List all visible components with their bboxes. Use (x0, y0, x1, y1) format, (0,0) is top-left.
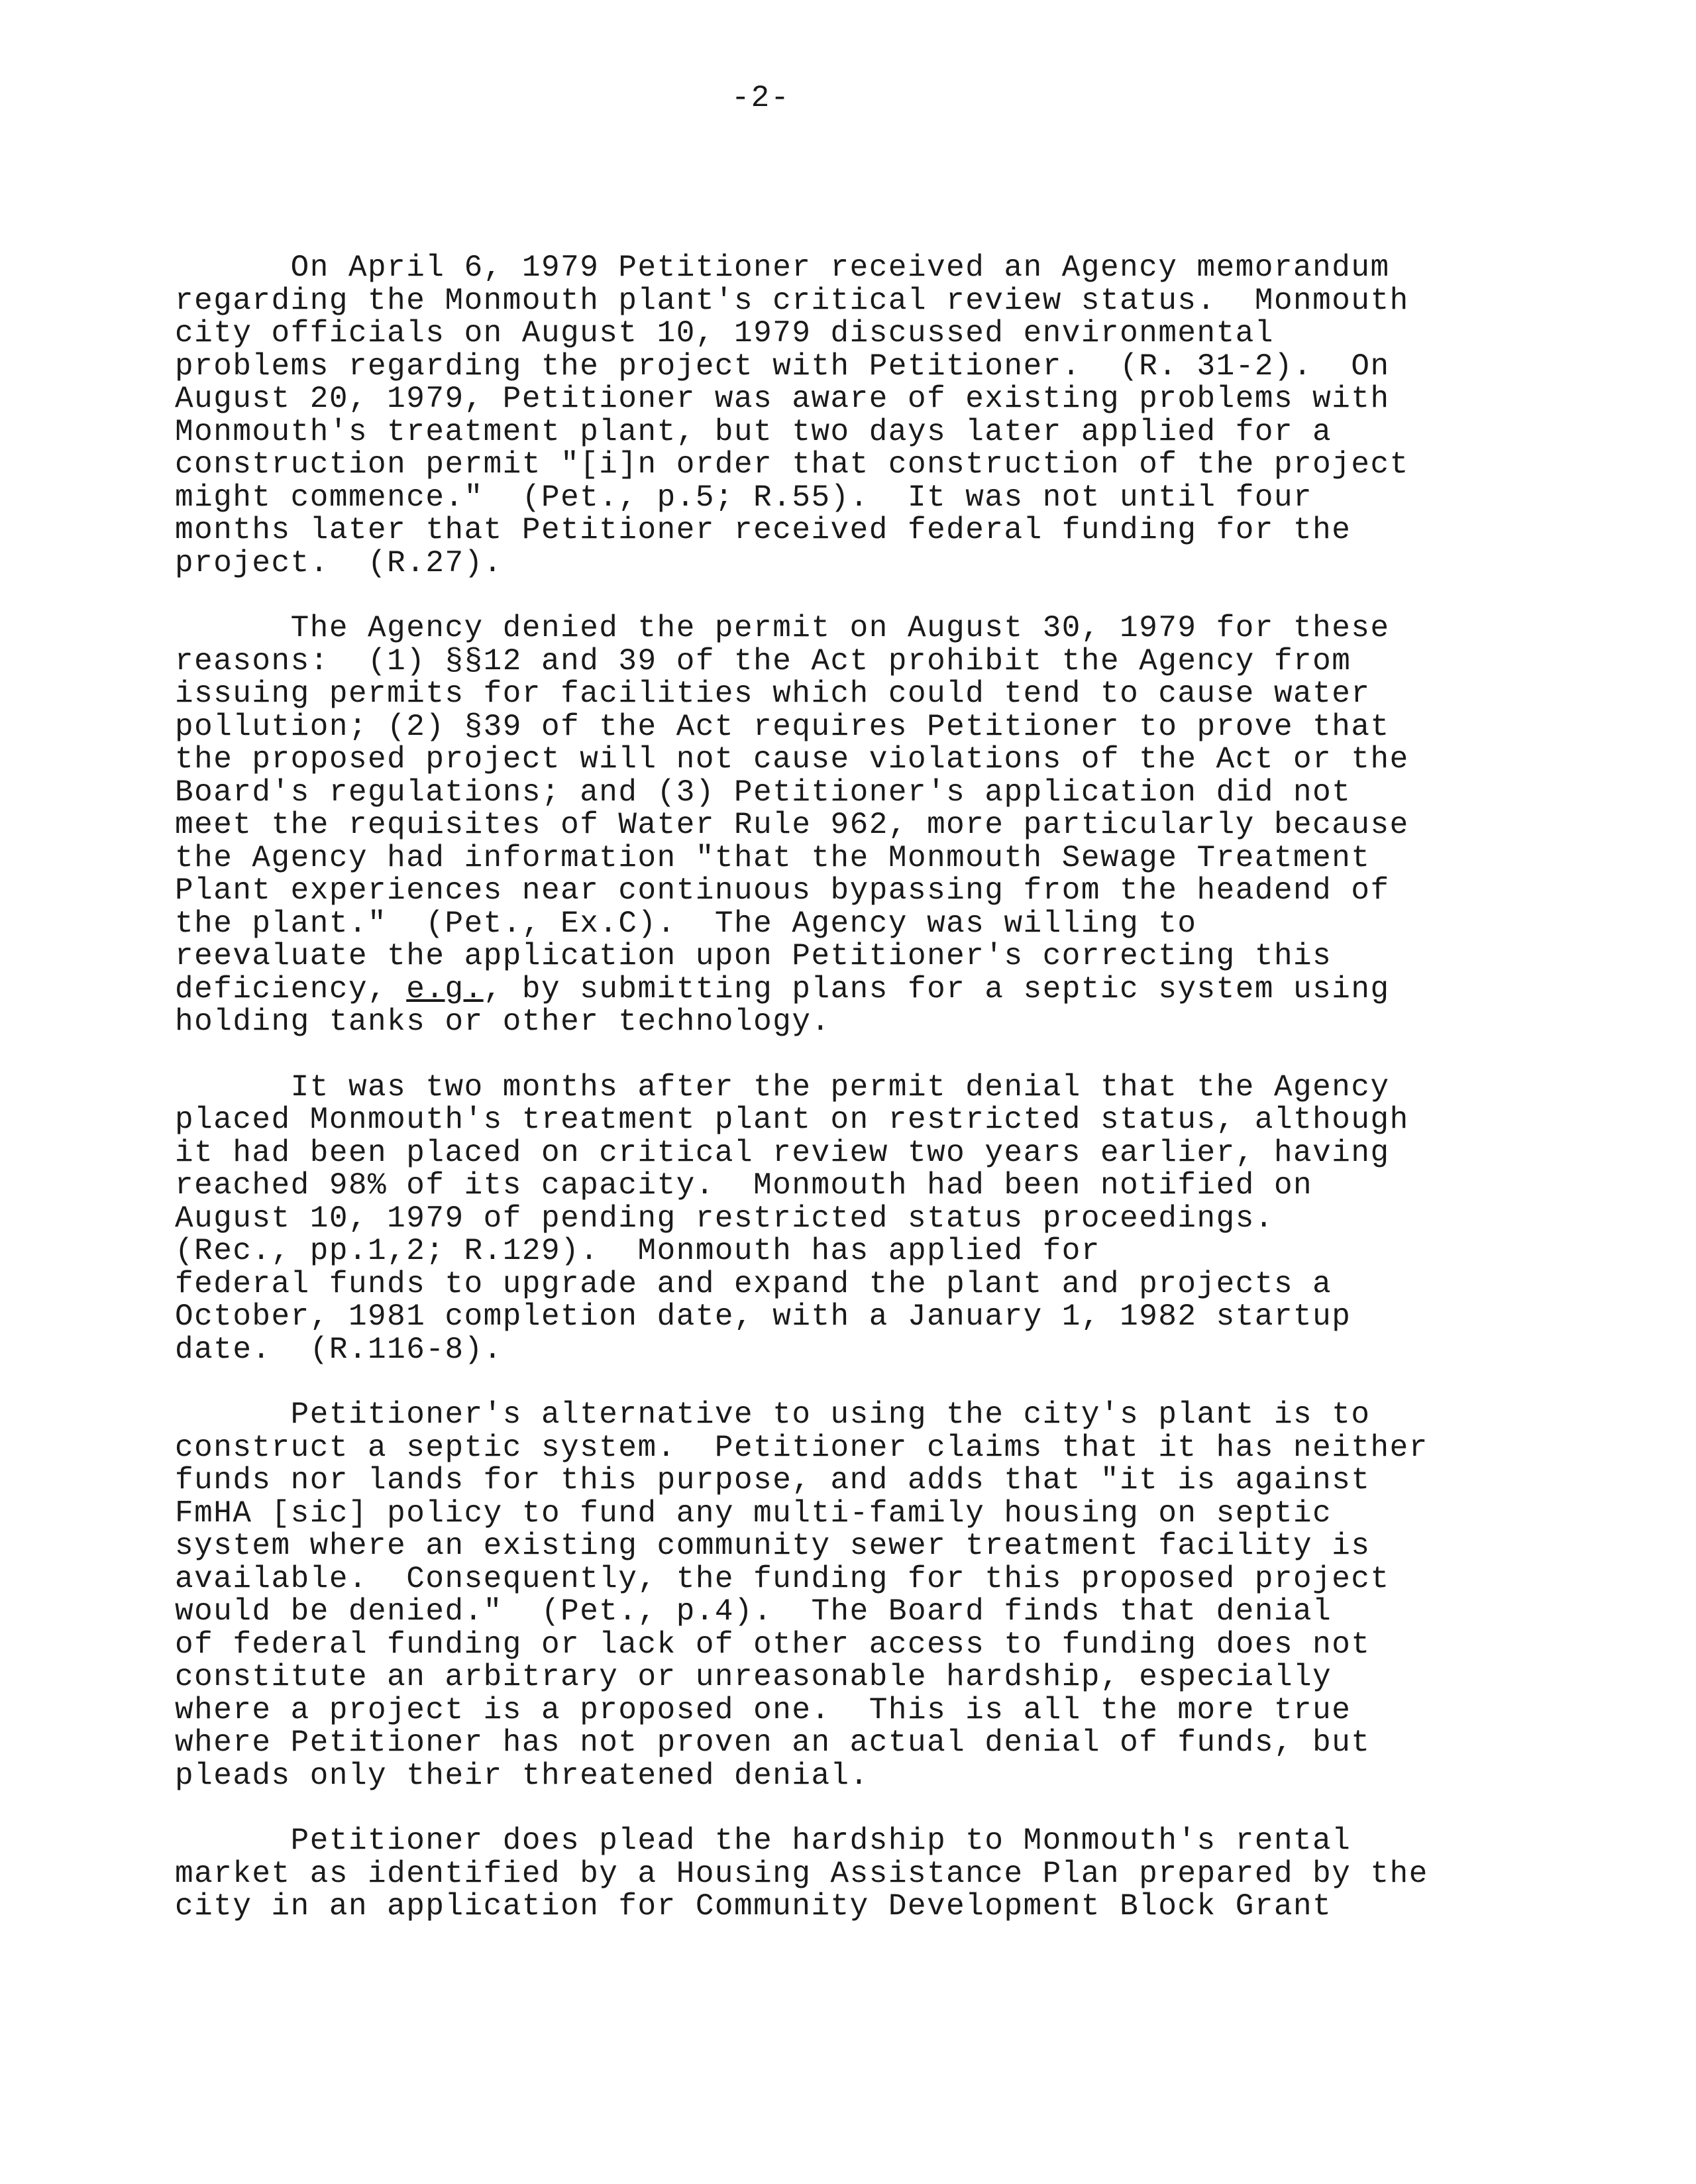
text-line: city in an application for Community Development Block Grant (175, 1889, 1332, 1924)
text-line: Petitioner's alternative to using the city's plant is to (175, 1397, 1371, 1432)
paragraph (175, 1071, 1500, 1367)
text-line: federal funds to upgrade and expand the plant and projects a (175, 1266, 1332, 1301)
text-line: available. Consequently, the funding for this proposed project (175, 1561, 1390, 1596)
text-line: where Petitioner has not proven an actual denial of funds, but (175, 1725, 1371, 1760)
text-line: (Rec., pp.1,2; R.129). Monmouth has applied for (175, 1234, 1101, 1268)
text-line: funds nor lands for this purpose, and adds that "it is against (175, 1463, 1371, 1498)
paragraph (175, 1399, 1500, 1792)
paragraph (175, 1825, 1500, 1924)
text-line: pollution; (2) §39 of the Act requires Petitioner to prove that (175, 709, 1390, 744)
text-line: August 10, 1979 of pending restricted status proceedings. (175, 1201, 1274, 1236)
text-line: date. (R.116-8). (175, 1332, 503, 1367)
text-line (175, 973, 1500, 1007)
text-line: FmHA [sic] policy to fund any multi-family housing on septic (175, 1496, 1332, 1531)
text-line: October, 1981 completion date, with a January 1, 1982 startup (175, 1299, 1352, 1334)
text-line: it had been placed on critical review two years earlier, having (175, 1135, 1390, 1170)
text-line: Monmouth's treatment plant, but two days later applied for a (175, 414, 1332, 449)
text-line: system where an existing community sewer treatment facility is (175, 1529, 1371, 1563)
text-line: placed Monmouth's treatment plant on restricted status, although (175, 1103, 1409, 1137)
text-segment: deficiency, (175, 971, 407, 1007)
text-line: problems regarding the project with Petitioner. (R. 31-2). On (175, 349, 1390, 384)
paragraph (175, 252, 1500, 580)
text-line: Petitioner does plead the hardship to Monmouth's rental (175, 1824, 1352, 1858)
text-line: would be denied." (Pet., p.4). The Board finds that denial (175, 1594, 1332, 1629)
text-line: where a project is a proposed one. This is all the more true (175, 1692, 1352, 1727)
text-line: The Agency denied the permit on August 30, 1979 for these (175, 611, 1390, 645)
page-number: -2- (731, 81, 790, 115)
body-text (175, 252, 1500, 1956)
text-line: reached 98% of its capacity. Monmouth had been notified on (175, 1168, 1313, 1203)
text-line: the proposed project will not cause violations of the Act or the (175, 742, 1409, 777)
text-line: might commence." (Pet., p.5; R.55). It was not until four (175, 480, 1313, 515)
text-line: constitute an arbitrary or unreasonable hardship, especially (175, 1660, 1332, 1694)
emphasis-eg: e.g. (406, 971, 484, 1007)
paragraph (175, 612, 1500, 1039)
text-line: construction permit "[i]n order that construction of the project (175, 447, 1409, 482)
text-line: Plant experiences near continuous bypassing from the headend of (175, 873, 1390, 908)
text-line: meet the requisites of Water Rule 962, more particularly because (175, 808, 1409, 842)
text-line: city officials on August 10, 1979 discussed environmental (175, 316, 1274, 351)
text-line: On April 6, 1979 Petitioner received an Agency memorandum (175, 250, 1390, 285)
text-line: the plant." (Pet., Ex.C). The Agency was willing to (175, 906, 1197, 941)
text-line: reevaluate the application upon Petitioner's correcting this (175, 939, 1332, 973)
text-line: market as identified by a Housing Assistance Plan prepared by the (175, 1856, 1428, 1891)
text-line: Board's regulations; and (3) Petitioner's application did not (175, 775, 1352, 810)
text-line: issuing permits for facilities which could tend to cause water (175, 677, 1371, 711)
text-line: August 20, 1979, Petitioner was aware of existing problems with (175, 382, 1390, 416)
text-line: months later that Petitioner received federal funding for the (175, 513, 1352, 547)
text-segment: , by submitting plans for a septic system using (483, 971, 1390, 1007)
text-line: construct a septic system. Petitioner claims that it has neither (175, 1430, 1428, 1465)
text-line: holding tanks or other technology. (175, 1005, 831, 1039)
text-line: regarding the Monmouth plant's critical review status. Monmouth (175, 283, 1409, 318)
text-line: of federal funding or lack of other access to funding does not (175, 1627, 1371, 1662)
text-line: project. (R.27). (175, 545, 503, 580)
text-line: reasons: (1) §§12 and 39 of the Act prohibit the Agency from (175, 643, 1352, 679)
text-line: pleads only their threatened denial. (175, 1758, 869, 1793)
text-line: the Agency had information "that the Monmouth Sewage Treatment (175, 840, 1371, 875)
text-line: It was two months after the permit denial that the Agency (175, 1069, 1390, 1105)
